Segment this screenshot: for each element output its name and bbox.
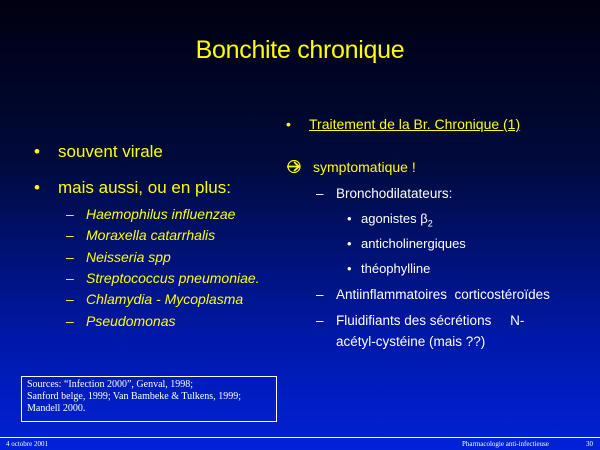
bullet-icon: • [34,178,40,197]
symptomatic-item: symptomatique ! [286,159,416,175]
pathogen-item: – Chlamydia - Mycoplasma [66,291,244,307]
sources-box [21,376,277,422]
theophylline-item: • théophylline [347,261,431,276]
anti-inflammatoires-item: – Antiinflammatoires corticostéroïdes [316,287,550,302]
pathogen-item: – Moraxella catarrhalis [66,227,216,243]
bullet-icon: • [286,116,291,132]
bullet-icon: • [347,211,352,226]
footer-date: 4 octobre 2001 [6,440,48,448]
sources-line: Sanford belge, 1999; Van Bambeke & Tulkens, 1999; [27,391,241,402]
pathogen-item: – Neisseria spp [66,249,171,265]
agonistes-item: • agonistes $\beta_2$ [347,211,433,229]
anticholinergiques-item: • anticholinergiques [347,236,466,251]
pathogen-item: – Haemophilus influenzae [66,206,236,222]
footer-page-number: 30 [586,440,593,448]
left-bullet-2: • mais aussi, ou en plus: [34,178,231,197]
sources-line: Mandell 2000. [27,403,86,414]
right-heading: • Traitement de la Br. Chronique (1) [286,116,521,132]
left-bullet-1: • souvent virale [34,142,163,161]
fluidifiants-item-continued: acétyl-cystéine (mais ??) [336,334,486,349]
bullet-icon: • [347,236,352,251]
pathogen-item: – Streptococcus pneumoniae. [66,270,260,286]
pathogen-item: – Pseudomonas [66,313,176,329]
bronchodilatateurs-item: – Bronchodilatateurs: [316,186,453,201]
slide-title: Bonchite chronique [195,36,405,64]
bullet-icon: • [34,142,40,161]
bullet-icon: • [347,261,352,276]
footer-divider [0,437,600,438]
footer-course: Pharmacologie anti-infectieuse [462,440,549,448]
sources-line: Sources: “Infection 2000”, Genval, 1998; [27,379,194,390]
arrow-bullet-icon [286,159,313,175]
fluidifiants-item: – Fluidifiants des sécrétions N- [316,313,525,328]
